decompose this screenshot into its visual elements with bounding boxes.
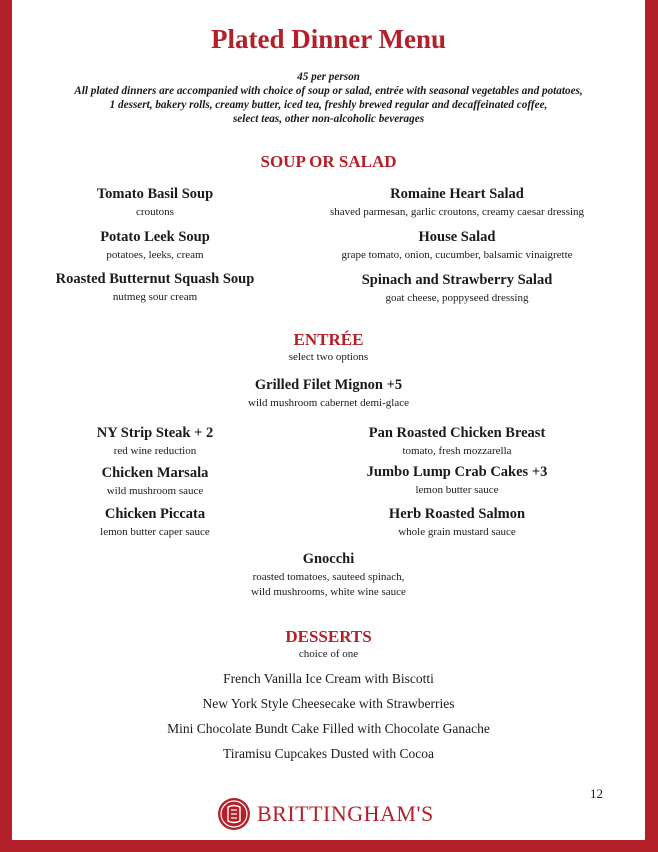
soup-item <box>12 229 298 263</box>
intro-line: select teas, other non-alcoholic beverages <box>232 113 425 125</box>
soup-item <box>12 186 298 220</box>
page-number: 12 <box>590 786 603 801</box>
entree-subtitle: select two options <box>288 351 369 363</box>
entree-featured-item <box>12 377 645 411</box>
entree-name: Gnocchi <box>302 551 355 567</box>
dessert-item: Tiramisu Cupcakes Dusted with Cocoa <box>223 746 434 761</box>
salad-name: Spinach and Strawberry Salad <box>361 272 553 288</box>
dessert-item: New York Style Cheesecake with Strawberries <box>202 696 455 711</box>
soup-desc: nutmeg sour cream <box>112 291 198 303</box>
menu-intro <box>12 70 645 126</box>
salad-desc: goat cheese, poppyseed dressing <box>385 292 529 304</box>
salad-desc: shaved parmesan, garlic croutons, creamy caesar dressing <box>329 206 585 218</box>
brand-name: BRITTINGHAM'S <box>257 801 434 826</box>
entree-name: Jumbo Lump Crab Cakes +3 <box>366 464 548 480</box>
entree-heading: ENTRÉE <box>293 330 364 349</box>
entree-desc: roasted tomatoes, sauteed spinach, <box>252 571 405 583</box>
entree-name: Pan Roasted Chicken Breast <box>368 425 546 441</box>
desserts-heading: DESSERTS <box>285 627 372 646</box>
desserts-subtitle: choice of one <box>298 648 359 660</box>
soup-name: Tomato Basil Soup <box>96 186 214 202</box>
soup-name: Roasted Butternut Squash Soup <box>55 271 255 287</box>
salad-item <box>282 186 632 220</box>
entree-name: NY Strip Steak + 2 <box>96 425 214 441</box>
entree-desc: lemon butter caper sauce <box>100 526 210 538</box>
dessert-item: Mini Chocolate Bundt Cake Filled with Chocolate Ganache <box>167 721 490 736</box>
entree-item <box>282 464 632 498</box>
menu-page <box>12 0 645 840</box>
entree-name: Herb Roasted Salmon <box>388 506 526 522</box>
entree-item <box>12 465 298 499</box>
page-title: Plated Dinner Menu <box>211 24 446 54</box>
soup-desc: croutons <box>136 206 174 218</box>
salad-name: Romaine Heart Salad <box>390 186 524 202</box>
entree-item <box>282 506 632 540</box>
entree-item <box>12 425 298 459</box>
salad-item <box>282 229 632 263</box>
entree-desc: red wine reduction <box>113 445 197 457</box>
entree-desc: whole grain mustard sauce <box>398 526 516 538</box>
price-line: 45 per person <box>297 71 360 83</box>
dessert-item: French Vanilla Ice Cream with Biscotti <box>223 671 434 686</box>
soup-name: Potato Leek Soup <box>100 229 210 245</box>
entree-name: Chicken Marsala <box>101 465 209 481</box>
soup-salad-heading: SOUP OR SALAD <box>260 152 397 171</box>
entree-desc: lemon butter sauce <box>415 484 499 496</box>
entree-desc: tomato, fresh mozzarella <box>402 445 512 457</box>
salad-desc: grape tomato, onion, cucumber, balsamic vinaigrette <box>341 249 573 261</box>
entree-name: Grilled Filet Mignon +5 <box>254 377 403 393</box>
salad-name: House Salad <box>418 229 496 245</box>
entree-desc: wild mushroom sauce <box>106 485 204 497</box>
entree-item <box>12 506 298 540</box>
intro-line: 1 dessert, bakery rolls, creamy butter, iced tea, freshly brewed regular and decaffeinated coffee, <box>109 99 548 111</box>
entree-last-item <box>12 551 645 600</box>
entree-name: Chicken Piccata <box>104 506 206 522</box>
brittinghams-emblem-icon <box>217 797 251 831</box>
salad-item <box>282 272 632 306</box>
entree-desc: wild mushroom cabernet demi-glace <box>248 397 409 409</box>
intro-line: All plated dinners are accompanied with choice of soup or salad, entrée with seasonal vegetables and potatoes, <box>74 85 583 97</box>
soup-desc: potatoes, leeks, cream <box>106 249 204 261</box>
entree-item <box>282 425 632 459</box>
entree-desc: wild mushrooms, white wine sauce <box>251 586 406 598</box>
soup-item <box>12 271 298 305</box>
brand-logo <box>217 795 434 833</box>
